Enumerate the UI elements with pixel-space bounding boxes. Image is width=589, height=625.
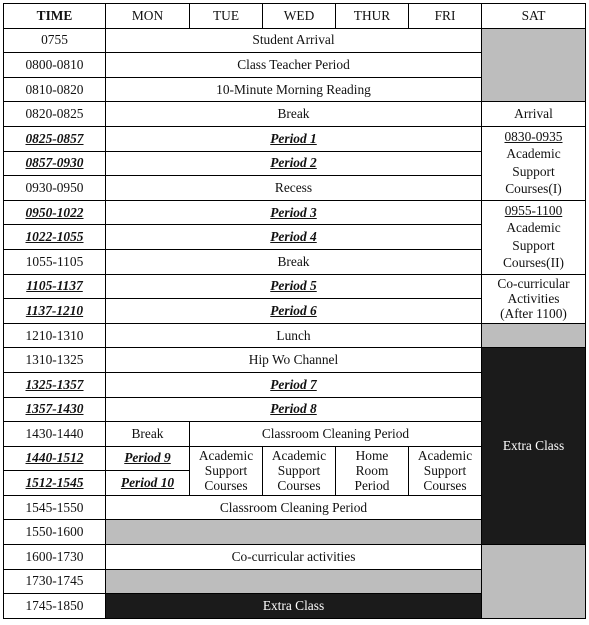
time-cell: 0820-0825 xyxy=(4,102,106,127)
table-row xyxy=(4,274,586,299)
header-wed: WED xyxy=(263,4,336,29)
timetable xyxy=(3,3,586,619)
mon-period-10: Period 10 xyxy=(106,471,190,496)
sat-academic-support-2 xyxy=(482,200,586,274)
sat-empty-evening xyxy=(482,545,586,619)
thur-home-room xyxy=(336,446,409,495)
time-cell: 0825-0857 xyxy=(4,126,106,151)
sat-block2-line3: Courses(II) xyxy=(503,255,564,271)
weekday-period-7: Period 7 xyxy=(106,372,482,397)
weekday-class-teacher: Class Teacher Period xyxy=(106,53,482,78)
weekday-cocurricular: Co-curricular activities xyxy=(106,545,482,570)
weekday-empty-1730 xyxy=(106,569,482,594)
wed-academic-support xyxy=(263,446,336,495)
weekday-period-2: Period 2 xyxy=(106,151,482,176)
sat-block2-line2: Support xyxy=(512,237,555,253)
weekday-lunch: Lunch xyxy=(106,323,482,348)
table-row xyxy=(4,545,586,570)
sat-block2-line1: Academic xyxy=(506,220,561,236)
weekday-period-1: Period 1 xyxy=(106,126,482,151)
thur-line3: Period xyxy=(354,478,390,494)
weekday-student-arrival: Student Arrival xyxy=(106,28,482,53)
weekday-hip-wo-channel: Hip Wo Channel xyxy=(106,348,482,373)
time-cell: 0755 xyxy=(4,28,106,53)
table-row xyxy=(4,348,586,373)
sat-cocurricular-line2: Activities xyxy=(507,291,560,307)
header-tue: TUE xyxy=(190,4,263,29)
sat-block1-line3: Courses(I) xyxy=(505,181,562,197)
time-cell: 1105-1137 xyxy=(4,274,106,299)
weekday-morning-reading: 10-Minute Morning Reading xyxy=(106,77,482,102)
mon-break: Break xyxy=(106,422,190,447)
time-cell: 1440-1512 xyxy=(4,446,106,471)
sat-block1-line1: Academic xyxy=(506,146,561,162)
mon-period-9: Period 9 xyxy=(106,446,190,471)
weekday-period-6: Period 6 xyxy=(106,299,482,324)
thur-line1: Home xyxy=(355,448,389,464)
time-cell: 1430-1440 xyxy=(4,422,106,447)
table-row xyxy=(4,102,586,127)
time-cell: 1550-1600 xyxy=(4,520,106,545)
weekday-empty-1550 xyxy=(106,520,482,545)
sat-cocurricular-line3: (After 1100) xyxy=(500,306,567,322)
time-cell: 1512-1545 xyxy=(4,471,106,496)
time-cell: 1730-1745 xyxy=(4,569,106,594)
timetable-container xyxy=(3,3,586,619)
weekday-period-5: Period 5 xyxy=(106,274,482,299)
wed-line1: Academic xyxy=(271,448,327,464)
thur-line2: Room xyxy=(355,463,389,479)
header-fri: FRI xyxy=(409,4,482,29)
time-cell: 1022-1055 xyxy=(4,225,106,250)
tue-academic-support xyxy=(190,446,263,495)
weekday-extra-class: Extra Class xyxy=(106,594,482,619)
table-row xyxy=(4,28,586,53)
wed-line3: Courses xyxy=(277,478,321,494)
weekday-break: Break xyxy=(106,102,482,127)
weekday-break-2: Break xyxy=(106,249,482,274)
tue-line3: Courses xyxy=(204,478,248,494)
sat-arrival: Arrival xyxy=(482,102,586,127)
sat-cocurricular xyxy=(482,274,586,323)
sat-block1-time: 0830-0935 xyxy=(504,128,563,144)
fri-line1: Academic xyxy=(417,448,473,464)
header-time: TIME xyxy=(4,4,106,29)
sat-cocurricular-line1: Co-curricular xyxy=(497,276,570,292)
time-cell: 0857-0930 xyxy=(4,151,106,176)
header-mon: MON xyxy=(106,4,190,29)
time-cell: 1137-1210 xyxy=(4,299,106,324)
table-row xyxy=(4,323,586,348)
time-cell: 1600-1730 xyxy=(4,545,106,570)
header-sat: SAT xyxy=(482,4,586,29)
time-cell: 1055-1105 xyxy=(4,249,106,274)
time-cell: 1325-1357 xyxy=(4,372,106,397)
tue-line2: Support xyxy=(204,463,248,479)
weekday-cleaning-period: Classroom Cleaning Period xyxy=(190,422,482,447)
fri-line3: Courses xyxy=(423,478,467,494)
tue-line1: Academic xyxy=(198,448,254,464)
time-cell: 1545-1550 xyxy=(4,495,106,520)
weekday-recess: Recess xyxy=(106,176,482,201)
table-row xyxy=(4,126,586,151)
weekday-cleaning-period-2: Classroom Cleaning Period xyxy=(106,495,482,520)
sat-academic-support-1 xyxy=(482,126,586,200)
fri-academic-support xyxy=(409,446,482,495)
sat-empty-lunch xyxy=(482,323,586,348)
sat-empty-morning xyxy=(482,28,586,102)
fri-line2: Support xyxy=(423,463,467,479)
wed-line2: Support xyxy=(277,463,321,479)
weekday-period-4: Period 4 xyxy=(106,225,482,250)
table-row xyxy=(4,200,586,225)
time-cell: 1357-1430 xyxy=(4,397,106,422)
time-cell: 0930-0950 xyxy=(4,176,106,201)
time-cell: 0800-0810 xyxy=(4,53,106,78)
time-cell: 1745-1850 xyxy=(4,594,106,619)
header-thur: THUR xyxy=(336,4,409,29)
weekday-period-3: Period 3 xyxy=(106,200,482,225)
time-cell: 0810-0820 xyxy=(4,77,106,102)
weekday-period-8: Period 8 xyxy=(106,397,482,422)
time-cell: 1210-1310 xyxy=(4,323,106,348)
sat-block2-time: 0955-1100 xyxy=(504,202,563,218)
sat-block1-line2: Support xyxy=(512,163,555,179)
time-cell: 0950-1022 xyxy=(4,200,106,225)
sat-extra-class: Extra Class xyxy=(482,348,586,545)
header-row xyxy=(4,4,586,29)
time-cell: 1310-1325 xyxy=(4,348,106,373)
